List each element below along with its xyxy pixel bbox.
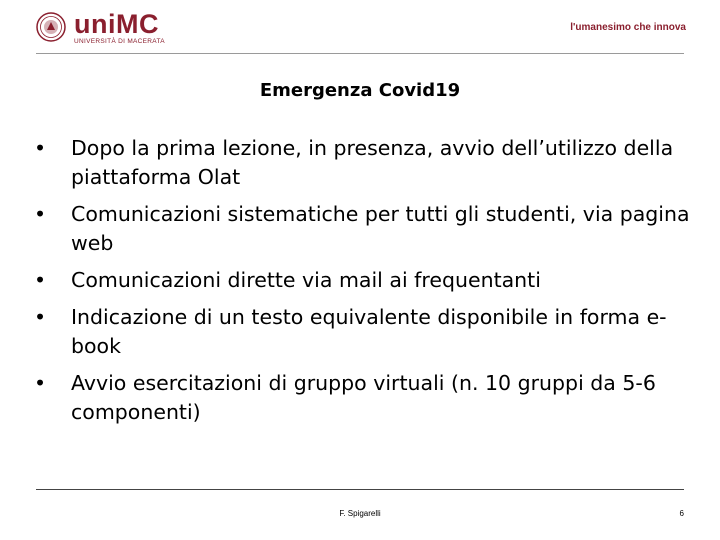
bullet-text: Indicazione di un testo equivalente disponibile in forma e-book [71,305,667,358]
university-logo [36,9,166,46]
university-seal-icon [36,12,66,42]
footer-divider [36,489,684,490]
logo-name: uniMC [74,9,159,39]
bullet-icon: • [34,136,47,160]
bullet-item [34,266,694,295]
bullet-text: Comunicazioni dirette via mail ai frequentanti [71,268,541,292]
header-divider [36,53,684,54]
bullet-icon: • [34,371,47,395]
bullet-item [34,369,694,427]
logo-subtitle: UNIVERSITÀ DI MACERATA [74,38,165,45]
bullet-item [34,134,694,192]
bullet-text: Comunicazioni sistematiche per tutti gli studenti, via pagina web [71,202,690,255]
bullet-icon: • [34,305,47,329]
bullet-text: Dopo la prima lezione, in presenza, avvio dell’utilizzo della piattaforma Olat [71,136,674,189]
bullet-list [34,134,694,435]
bullet-icon: • [34,268,47,292]
bullet-icon: • [34,202,47,226]
footer-author: F. Spigarelli [339,509,381,518]
slide-title: Emergenza Covid19 [259,80,461,101]
bullet-item [34,200,694,258]
page-number: 6 [679,509,684,518]
tagline: l'umanesimo che innova [570,22,686,33]
bullet-text: Avvio esercitazioni di gruppo virtuali (n. 10 gruppi da 5-6 componenti) [71,371,656,424]
bullet-item [34,303,694,361]
